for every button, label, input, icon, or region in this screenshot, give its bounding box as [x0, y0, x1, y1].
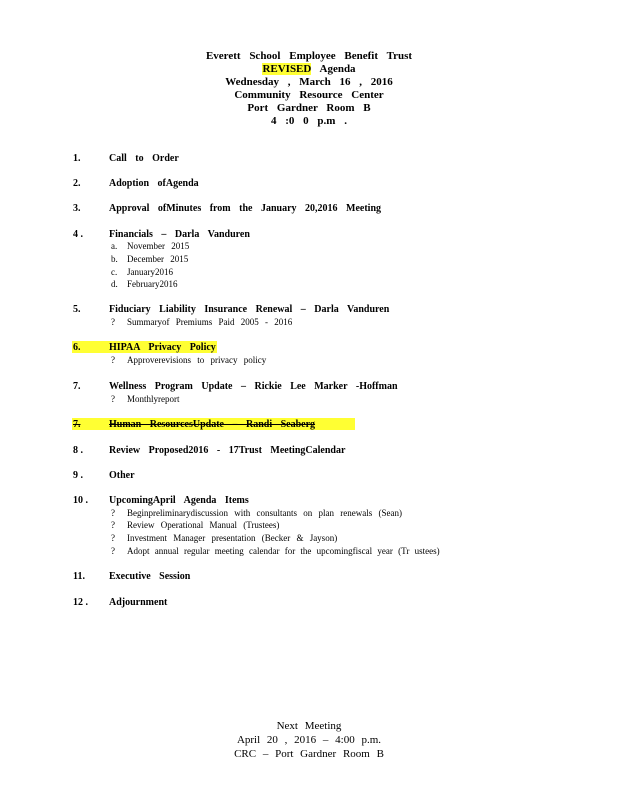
sub-item-text: Beginpreliminarydiscussion with consultants on plan renewals (Sean)	[127, 508, 402, 518]
sub-marker: b.	[111, 254, 118, 264]
sub-item-text: January2016	[127, 267, 173, 277]
item-number: 6.	[73, 342, 81, 353]
sub-marker: ?	[111, 355, 115, 365]
sub-marker: ?	[111, 508, 115, 518]
header-agenda-title	[0, 63, 618, 76]
sub-item-text: Investment Manager presentation (Becker & Jayson)	[127, 533, 338, 543]
sub-marker: c.	[111, 267, 118, 277]
sub-item-text: Review Operational Manual (Trustees)	[127, 520, 280, 530]
revised-highlight: REVISED	[262, 63, 312, 75]
item-number: 9 .	[73, 470, 83, 481]
item-title-executive-session: Executive Session	[109, 571, 191, 582]
header-date: Wednesday , March 16 , 2016	[225, 76, 393, 88]
header-trust-name: Everett School Employee Benefit Trust	[205, 50, 413, 62]
sub-item-text: November 2015	[127, 241, 190, 251]
sub-marker: ?	[111, 546, 115, 556]
item-number: 2.	[73, 178, 81, 189]
sub-marker: ?	[111, 394, 115, 404]
item-title-upcoming-april: UpcomingApril Agenda Items	[109, 495, 249, 506]
header-room: Port Gardner Room B	[247, 102, 371, 114]
sub-item-text: February2016	[127, 279, 178, 289]
item-number: 10 .	[73, 495, 88, 506]
footer-next-date: April 20 , 2016 – 4:00 p.m.	[236, 734, 382, 746]
header-location: Community Resource Center	[234, 89, 384, 101]
item-number: 12 .	[73, 597, 88, 608]
item-number: 7.	[73, 381, 81, 392]
header-time: 4 :0 0 p.m .	[271, 115, 347, 127]
sub-marker: a.	[111, 241, 118, 251]
item-number: 8 .	[73, 445, 83, 456]
sub-item-text: December 2015	[127, 254, 189, 264]
item-title-adoption: Adoption ofAgenda	[109, 178, 199, 189]
item-number: 3.	[73, 203, 81, 214]
item-title-adjournment: Adjournment	[109, 597, 168, 608]
sub-marker: d.	[111, 279, 118, 289]
item-number: 5.	[73, 304, 81, 315]
footer-next-location: CRC – Port Gardner Room B	[234, 748, 384, 760]
agenda-word: Agenda	[319, 63, 356, 75]
item-title-wellness: Wellness Program Update – Rickie Lee Marker -Hoffman	[109, 381, 398, 392]
sub-item-text: Approverevisions to privacy policy	[127, 355, 267, 365]
item-title-financials: Financials – Darla Vanduren	[109, 229, 250, 240]
item-title-fiduciary: Fiduciary Liability Insurance Renewal – Darla Vanduren	[109, 304, 390, 315]
sub-item-text: Summaryof Premiums Paid 2005 - 2016	[127, 317, 293, 327]
item-number: 4 .	[73, 229, 83, 240]
item-number-struck: 7.	[73, 419, 81, 430]
item-title-approval-minutes: Approval ofMinutes from the January 20,2016 Meeting	[109, 203, 382, 214]
sub-item-text: Adopt annual regular meeting calendar for the upcomingfiscal year (Tr ustees)	[127, 546, 440, 556]
sub-marker: ?	[111, 533, 115, 543]
item-title-call-to-order: Call to Order	[109, 153, 179, 164]
item-title-other: Other	[109, 470, 135, 481]
sub-item-text: Monthlyreport	[127, 394, 180, 404]
footer-next-meeting: Next Meeting	[276, 720, 342, 732]
sub-marker: ?	[111, 520, 115, 530]
item-title-review-calendar: Review Proposed2016 - 17Trust MeetingCalendar	[109, 445, 346, 456]
item-number: 11.	[73, 571, 85, 582]
item-title-hr-update-struck: Human ResourcesUpdate – Randi Seaberg	[109, 419, 316, 430]
item-number: 1.	[73, 153, 81, 164]
item-title-hipaa: HIPAA Privacy Policy	[109, 342, 216, 353]
sub-marker: ?	[111, 317, 115, 327]
